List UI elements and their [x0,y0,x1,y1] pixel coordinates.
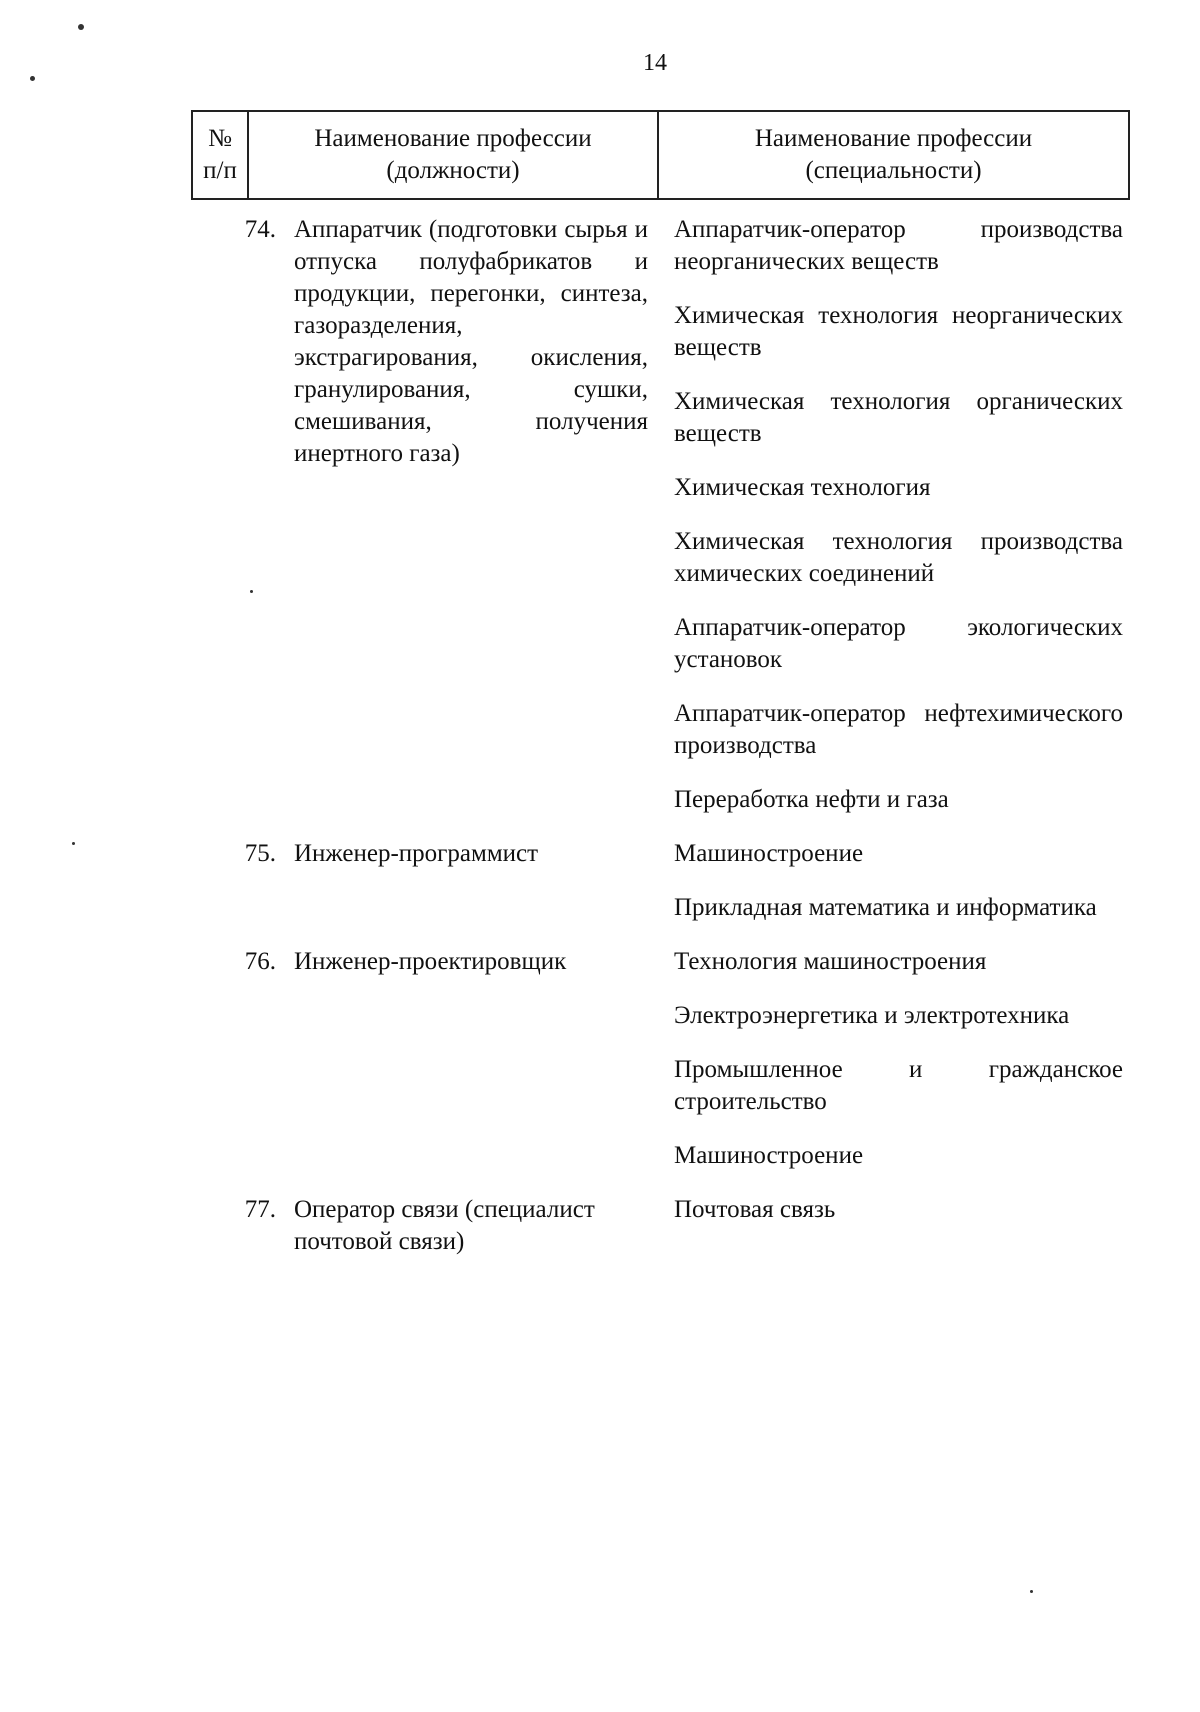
specialty-item: Химическая технология [674,474,931,501]
header-position-line2: (должности) [386,157,520,184]
header-position [248,111,658,199]
specialty-item: Химическая технология органических веществ [674,388,1123,447]
table-row [192,946,1129,1194]
specialty-item: Аппаратчик-оператор производства неорганических веществ [674,216,1123,275]
header-number-line1: № [208,125,232,152]
header-specialty [658,111,1129,199]
table-row [192,199,1129,838]
specialty-item: Аппаратчик-оператор нефтехимического производства [674,700,1123,759]
specialty-item: Аппаратчик-оператор экологических установок [674,614,1123,673]
specialty-item: Почтовая связь [674,1196,836,1223]
row-number: 74. [244,216,276,243]
scan-speck [78,24,84,30]
specialty-item: Технология машиностроения [674,948,987,975]
specialty-item: Машиностроение [674,1142,864,1169]
page-number: 14 [643,50,667,76]
scan-speck [72,842,75,845]
specialty-item: Прикладная математика и информатика [674,894,1097,921]
header-specialty-line1: Наименование профессии [754,125,1033,152]
row-number: 75. [244,840,276,867]
row-position: Инженер-программист [294,840,539,867]
header-position-line1: Наименование профессии [314,125,592,152]
row-position: Оператор связи (специалист почтовой связи) [294,1196,595,1255]
specialty-item: Электроэнергетика и электротехника [674,1002,1070,1029]
row-specialties [658,946,1129,1194]
header-number-line2: п/п [203,157,237,184]
table-row [192,838,1129,946]
row-number: 77. [244,1196,276,1223]
scan-speck [1030,1590,1033,1593]
specialty-item: Переработка нефти и газа [674,786,949,813]
table-row [192,1194,1129,1258]
specialty-item: Промышленное и гражданское строительство [674,1056,1123,1115]
header-number [192,111,248,199]
row-specialties [658,1194,1129,1258]
specialty-item: Химическая технология неорганических веществ [674,302,1123,361]
table-header-row [192,111,1129,199]
row-number: 76. [244,948,276,975]
professions-table [191,110,1130,1258]
specialty-item: Химическая технология производства химических соединений [674,528,1123,587]
scan-speck [30,76,35,81]
row-position: Аппаратчик (подготовки сырья и отпуска полуфабрикатов и продукции, перегонки, синтеза, газоразделения, экстрагирования, окисления, гранулирования, сушки, смешивания, получения инертного газа) [294,216,648,467]
row-position: Инженер-проектировщик [294,948,567,975]
row-specialties [658,199,1129,838]
header-specialty-line2: (специальности) [805,157,982,184]
row-specialties [658,838,1129,946]
specialty-item: Машиностроение [674,840,864,867]
scan-speck [250,590,253,593]
